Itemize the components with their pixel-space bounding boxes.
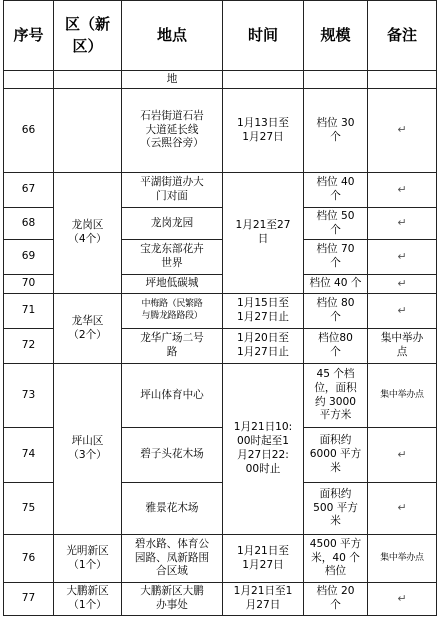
row-num: 73 xyxy=(21,388,36,401)
row-scale: 档位 20 个 xyxy=(316,585,355,611)
header-remarks: 备注 xyxy=(386,25,417,44)
paragraph-mark: ↵ xyxy=(397,249,407,263)
row-scale: 档位80 个 xyxy=(318,332,353,358)
paragraph-mark: ↵ xyxy=(397,182,407,196)
row-num: 70 xyxy=(21,277,36,290)
row-location: 石岩街道石岩 大道延长线 （云熙谷旁） xyxy=(140,109,204,150)
district-pingshan: 坪山区 （3个） xyxy=(68,435,107,461)
paragraph-mark: ↵ xyxy=(397,591,407,605)
row-num: 75 xyxy=(21,501,36,514)
row-remarks: 集中举办 点 xyxy=(380,332,424,358)
paragraph-mark: ↵ xyxy=(397,447,407,461)
row-scale: 档位 70 个 xyxy=(316,243,355,269)
row-scale: 档位 40 个 xyxy=(316,176,355,202)
row-num: 74 xyxy=(21,448,36,461)
paragraph-mark: ↵ xyxy=(397,276,407,290)
row-location: 雅景花木场 xyxy=(145,501,199,514)
district-longhua: 龙华区 （2个） xyxy=(68,314,107,341)
header-num: 序号 xyxy=(13,25,44,44)
row-num: 69 xyxy=(21,250,36,263)
row-location: 龙华广场二号 路 xyxy=(140,332,204,358)
row-location: 龙岗龙园 xyxy=(150,216,194,229)
row-time: 1月15日至 1月27日止 xyxy=(236,297,289,323)
row-location: 大鹏新区大鹏 办事处 xyxy=(140,585,204,611)
row-location: 坪山体育中心 xyxy=(140,388,204,401)
paragraph-mark: ↵ xyxy=(397,216,407,230)
row-num: 77 xyxy=(21,592,36,605)
header-scale: 规模 xyxy=(320,25,351,44)
row-num: 67 xyxy=(21,183,36,196)
row-num: 72 xyxy=(21,339,36,352)
event-table xyxy=(3,0,437,616)
row-scale: 档位 50 个 xyxy=(316,209,355,236)
row-scale: 45 个档 位，面积 约 3000 平方米 xyxy=(314,367,357,422)
row-district: 光明新区 （1个） xyxy=(66,544,109,571)
row-num: 68 xyxy=(21,216,36,229)
row-scale: 面积约 6000 平方 米 xyxy=(309,434,362,474)
row-scale: 档位 40 个 xyxy=(309,277,362,290)
row-location: 平湖街道办大 门对面 xyxy=(140,176,204,202)
paragraph-mark: ↵ xyxy=(397,123,407,137)
header-district: 区（新 区） xyxy=(64,14,110,55)
row-scale: 档位 80 个 xyxy=(316,297,355,323)
row-location: 中梅路（民繁路 与腾龙路路段） xyxy=(141,299,203,321)
district-longgang: 龙岗区 （4个） xyxy=(68,219,107,245)
carry-over-text: 地 xyxy=(166,72,178,85)
row-num: 66 xyxy=(21,123,36,136)
row-location: 碧水路、体育公 园路、凤新路围 合区域 xyxy=(134,537,210,578)
header-location: 地点 xyxy=(156,25,187,44)
row-time: 1月13日至 1月27日 xyxy=(236,116,289,143)
time-pingshan: 1月21日10: 00时起至1 月27日22: 00时止 xyxy=(233,421,293,475)
row-location: 碧子头花木场 xyxy=(140,448,204,461)
paragraph-mark: ↵ xyxy=(397,501,407,515)
row-scale: 档位 30 个 xyxy=(316,116,355,143)
grid-line xyxy=(436,0,437,616)
row-num: 71 xyxy=(21,304,36,317)
header-time: 时间 xyxy=(247,25,278,44)
time-longgang: 1月21至27 日 xyxy=(235,219,291,245)
row-location: 宝龙东部花卉 世界 xyxy=(140,243,204,269)
paragraph-mark: ↵ xyxy=(397,303,407,317)
row-scale: 4500 平方 米，40 个 档位 xyxy=(309,537,362,578)
row-time: 1月21日至 1月27日 xyxy=(236,544,289,571)
row-district: 大鹏新区 （1个） xyxy=(66,585,109,611)
grid-line xyxy=(3,615,437,616)
row-remarks: 集中举办点 xyxy=(380,552,424,563)
row-location: 坪地低碳城 xyxy=(145,277,199,290)
row-time: 1月20日至 1月27日止 xyxy=(236,332,289,358)
row-scale: 面积约 500 平方 米 xyxy=(313,487,358,528)
row-time: 1月21日至1 月27日 xyxy=(233,585,293,611)
row-num: 76 xyxy=(21,551,36,564)
row-remarks: 集中举办点 xyxy=(380,389,424,400)
